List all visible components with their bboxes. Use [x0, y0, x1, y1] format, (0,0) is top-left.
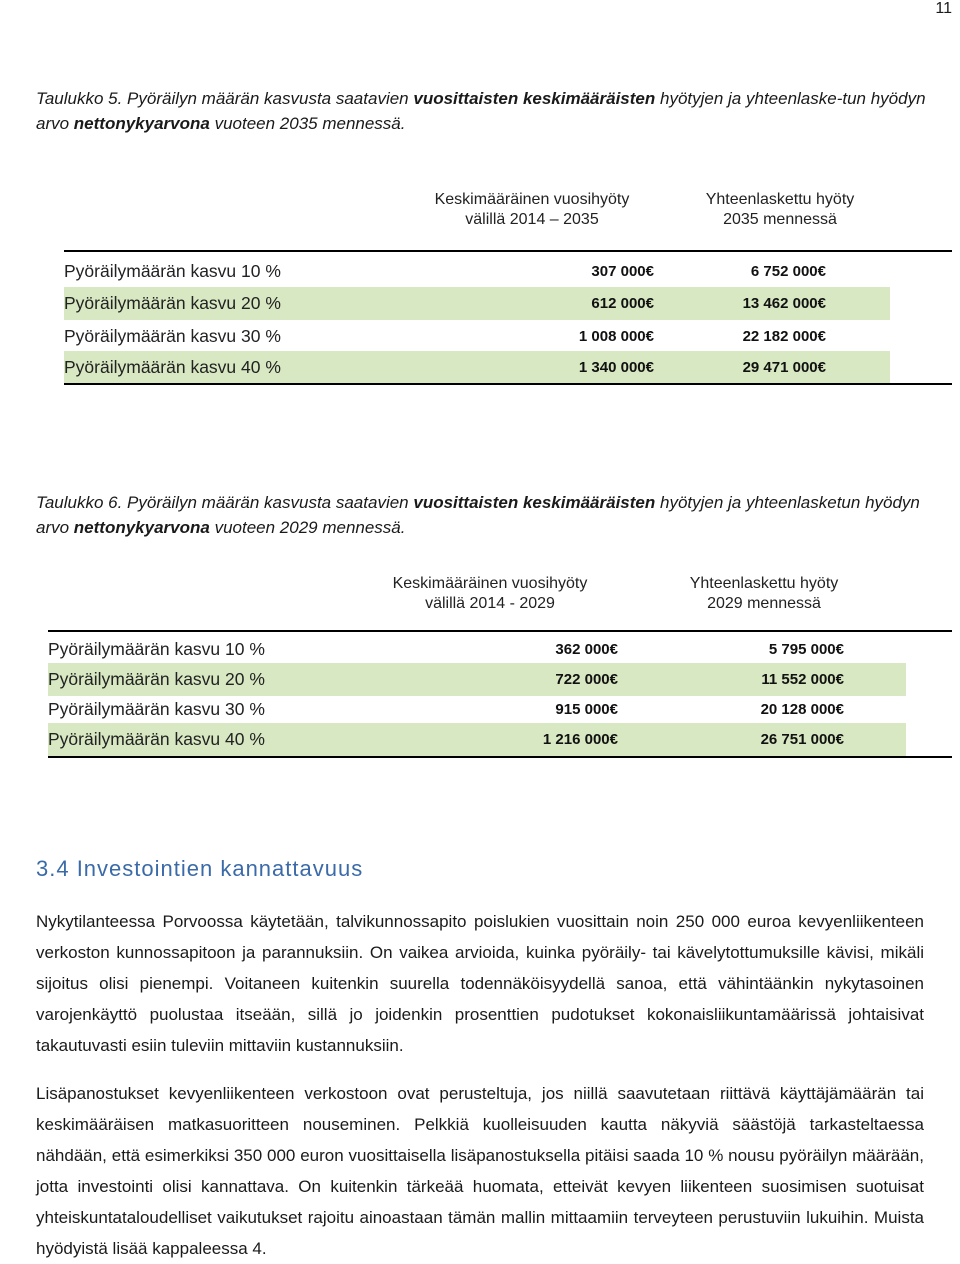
total-value: 13 462 000€ [742, 295, 826, 312]
table-row [64, 287, 890, 320]
table-row [48, 693, 906, 726]
caption-text: Taulukko 6. Pyöräilyn määrän kasvusta saatavien [36, 493, 414, 512]
row-label: Pyöräilymäärän kasvu 30 % [48, 699, 265, 719]
table6-col1-header [350, 574, 630, 614]
section-heading: 3.4 Investointien kannattavuus [36, 856, 364, 881]
annual-value: 722 000€ [555, 671, 618, 688]
header-line: 2035 mennessä [723, 211, 837, 228]
header-line: Yhteenlaskettu hyöty [689, 575, 839, 592]
annual-value: 1 340 000€ [578, 359, 654, 376]
caption-bold: nettonykyarvona [73, 518, 210, 537]
caption-bold: nettonykyarvona [73, 114, 210, 133]
paragraph-2: Lisäpanostukset kevyenliikenteen verkostoon ovat perusteltuja, jos niillä saavutetaan riittävä käyttäjämäärän tai keskimääräisen matkasuoritteen nouseminen. Pelkkiä kuolleisuuden kautta näkyviä säästöjä tarkasteltaessa nähdään, että esimerkiksi 350 000 euron vuosittaisella lisäpanostuksella pitäisi saada 10 % nousu pyöräilyn määrään, jotta investointi olisi kannattava. On kuitenkin tärkeää huomata, etteivät kevyen liikenteen suosimisen suotuisat yhteiskuntataloudelliset vaikutukset rajoitu ainoastaan tämän mallin mittaamiin terveyteen perustuviin lukuihin. Muista hyödyistä lisää kappaleessa 4. [36, 1084, 924, 1258]
row-label: Pyöräilymäärän kasvu 20 % [48, 669, 265, 689]
total-value: 29 471 000€ [742, 359, 826, 376]
table-row [48, 633, 906, 666]
caption-bold: vuosittaisten keskimääräisten [413, 493, 656, 512]
row-label: Pyöräilymäärän kasvu 10 % [64, 261, 281, 281]
caption-text: hyötyjen ja yhteenlasketun hyödyn arvo [36, 493, 920, 537]
table-row [64, 351, 890, 384]
table-row [48, 723, 906, 756]
total-value: 26 751 000€ [760, 731, 844, 748]
annual-value: 362 000€ [555, 641, 618, 658]
table-rule [48, 630, 952, 632]
page-number: 11 [935, 0, 952, 17]
caption-text: Taulukko 5. Pyöräilyn määrän kasvusta saatavien [36, 89, 414, 108]
total-value: 5 795 000€ [768, 641, 844, 658]
table5-col2-header [670, 190, 890, 230]
caption-text: vuoteen 2035 mennessä. [209, 114, 406, 133]
header-line: 2029 mennessä [707, 595, 821, 612]
total-value: 20 128 000€ [760, 701, 844, 718]
table6-col2-header [654, 574, 874, 614]
header-line: välillä 2014 – 2035 [465, 211, 599, 228]
table-row [64, 320, 890, 353]
header-line: välillä 2014 - 2029 [425, 595, 555, 612]
header-line: Keskimääräinen vuosihyöty [434, 191, 630, 208]
annual-value: 307 000€ [591, 263, 654, 280]
paragraph-1: Nykytilanteessa Porvoossa käytetään, talvikunnossapito poislukien vuosittain noin 250 000 euroa kevyenliikenteen verkoston kunnossapitoon ja parannuksiin. On vaikea arvioida, kuinka pyöräily- tai kävelytottumuksille kävisi, mikäli sijoitus olisi pienempi. Voitaneen kuitenkin suurella todennäköisyydellä sanoa, että vähintäänkin nykytasoinen varojenkäyttö puolustaa itseään, sillä jo joidenkin prosenttien pudotukset kokonaisliikuntamäärissä johtaisivat takautuvasti esiin tuleviin mittaviin kustannuksiin. [36, 912, 924, 1055]
table-row [64, 255, 890, 288]
row-label: Pyöräilymäärän kasvu 10 % [48, 639, 265, 659]
header-line: Keskimääräinen vuosihyöty [392, 575, 588, 592]
table-row [48, 663, 906, 696]
caption-text: hyötyjen ja yhteenlaske-tun hyödyn arvo [36, 89, 926, 133]
total-value: 6 752 000€ [750, 263, 826, 280]
table-rule [64, 383, 952, 385]
row-label: Pyöräilymäärän kasvu 30 % [64, 326, 281, 346]
row-label: Pyöräilymäärän kasvu 20 % [64, 293, 281, 313]
row-label: Pyöräilymäärän kasvu 40 % [48, 729, 265, 749]
annual-value: 1 008 000€ [578, 328, 654, 345]
total-value: 11 552 000€ [761, 671, 844, 688]
caption-text: vuoteen 2029 mennessä. [209, 518, 406, 537]
table-rule [48, 756, 952, 758]
table6-caption [36, 490, 926, 540]
table5-col1-header [392, 190, 672, 230]
header-line: Yhteenlaskettu hyöty [705, 191, 855, 208]
table5-caption [36, 86, 926, 136]
annual-value: 915 000€ [555, 701, 618, 718]
total-value: 22 182 000€ [742, 328, 826, 345]
row-label: Pyöräilymäärän kasvu 40 % [64, 357, 281, 377]
table-rule [64, 250, 952, 252]
annual-value: 612 000€ [591, 295, 654, 312]
annual-value: 1 216 000€ [542, 731, 618, 748]
caption-bold: vuosittaisten keskimääräisten [413, 89, 656, 108]
